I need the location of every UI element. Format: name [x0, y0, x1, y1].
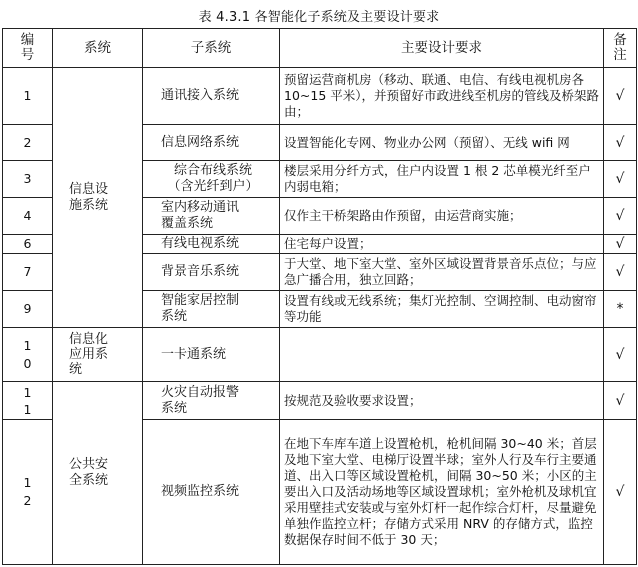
row-note: √ — [604, 235, 637, 254]
row-no: 1 0 — [3, 328, 53, 382]
row-requirement: 在地下车库车道上设置枪机，枪机间隔 30~40 米；首层及地下室大堂、电梯厅设置半球；室外人行及车行主要通道、出入口等区域设置枪机，间隔 30~50 米；小区的主要出入口及活动场地等区域设置球机；室外枪机及球机宜采用壁挂式安装或与室外灯杆一起作综合灯杆，尽量避免单独作监控立杆；存储方式采用 NRV 的存储方式，监控数据保存时间不低于 30 天； — [280, 420, 604, 565]
row-subsystem: 通讯接入系统 — [143, 68, 280, 125]
group-info-facilities: 信息设 施系统 — [53, 68, 143, 328]
row-requirement: 于大堂、地下室大堂、室外区域设置背景音乐点位；与应急广播合用，独立回路； — [280, 254, 604, 291]
row-requirement: 按规范及验收要求设置； — [280, 382, 604, 420]
row-note: √ — [604, 254, 637, 291]
row-requirement: 仅作主干桥架路由作预留，由运营商实施； — [280, 198, 604, 235]
row-subsystem: 室内移动通讯 覆盖系统 — [143, 198, 280, 235]
row-note: √ — [604, 328, 637, 382]
row-subsystem: 视频监控系统 — [143, 420, 280, 565]
row-note: √ — [604, 161, 637, 198]
header-row — [3, 29, 637, 68]
table-caption: 表 4.3.1 各智能化子系统及主要设计要求 — [198, 10, 440, 25]
row-requirement: 预留运营商机房（移动、联通、电信、有线电视机房各 10~15 平米），并预留好市政进线至机房的管线及桥架路由； — [280, 68, 604, 125]
row-note: √ — [604, 198, 637, 235]
row-subsystem: 智能家居控制 系统 — [143, 291, 280, 328]
row-subsystem: 一卡通系统 — [143, 328, 280, 382]
row-no: 7 — [3, 254, 53, 291]
row-no: 1 1 — [3, 382, 53, 420]
group-info-apps: 信息化 应用系 统 — [53, 328, 143, 382]
row-no: 2 — [3, 125, 53, 161]
row-subsystem: 信息网络系统 — [143, 125, 280, 161]
table-row — [3, 382, 637, 420]
row-subsystem: 背景音乐系统 — [143, 254, 280, 291]
row-requirement: 设置有线或无线系统；集灯光控制、空调控制、电动窗帘等功能 — [280, 291, 604, 328]
row-requirement — [280, 328, 604, 382]
row-subsystem: 火灾自动报警 系统 — [143, 382, 280, 420]
row-no: 1 2 — [3, 420, 53, 565]
row-requirement: 楼层采用分纤方式，住户内设置 1 根 2 芯单模光纤至户内弱电箱； — [280, 161, 604, 198]
row-requirement: 住宅每户设置； — [280, 235, 604, 254]
row-subsystem: 有线电视系统 — [143, 235, 280, 254]
header-subsystem: 子系统 — [143, 29, 280, 68]
table-row — [3, 328, 637, 382]
row-no: 9 — [3, 291, 53, 328]
header-no: 编 号 — [3, 29, 53, 68]
row-no: 4 — [3, 198, 53, 235]
row-note: √ — [604, 125, 637, 161]
subsystem-table — [2, 28, 637, 565]
row-requirement: 设置智能化专网、物业办公网（预留）、无线 wifi 网 — [280, 125, 604, 161]
header-note: 备 注 — [604, 29, 637, 68]
row-no: 6 — [3, 235, 53, 254]
group-public-safety: 公共安 全系统 — [53, 382, 143, 565]
row-note: * — [604, 291, 637, 328]
table-row — [3, 68, 637, 125]
row-no: 1 — [3, 68, 53, 125]
row-note: √ — [604, 420, 637, 565]
row-note: √ — [604, 68, 637, 125]
row-no: 3 — [3, 161, 53, 198]
row-subsystem: 综合布线系统 （含光纤到户） — [143, 161, 280, 198]
header-system: 系统 — [53, 29, 143, 68]
header-requirements: 主要设计要求 — [280, 29, 604, 68]
row-note: √ — [604, 382, 637, 420]
